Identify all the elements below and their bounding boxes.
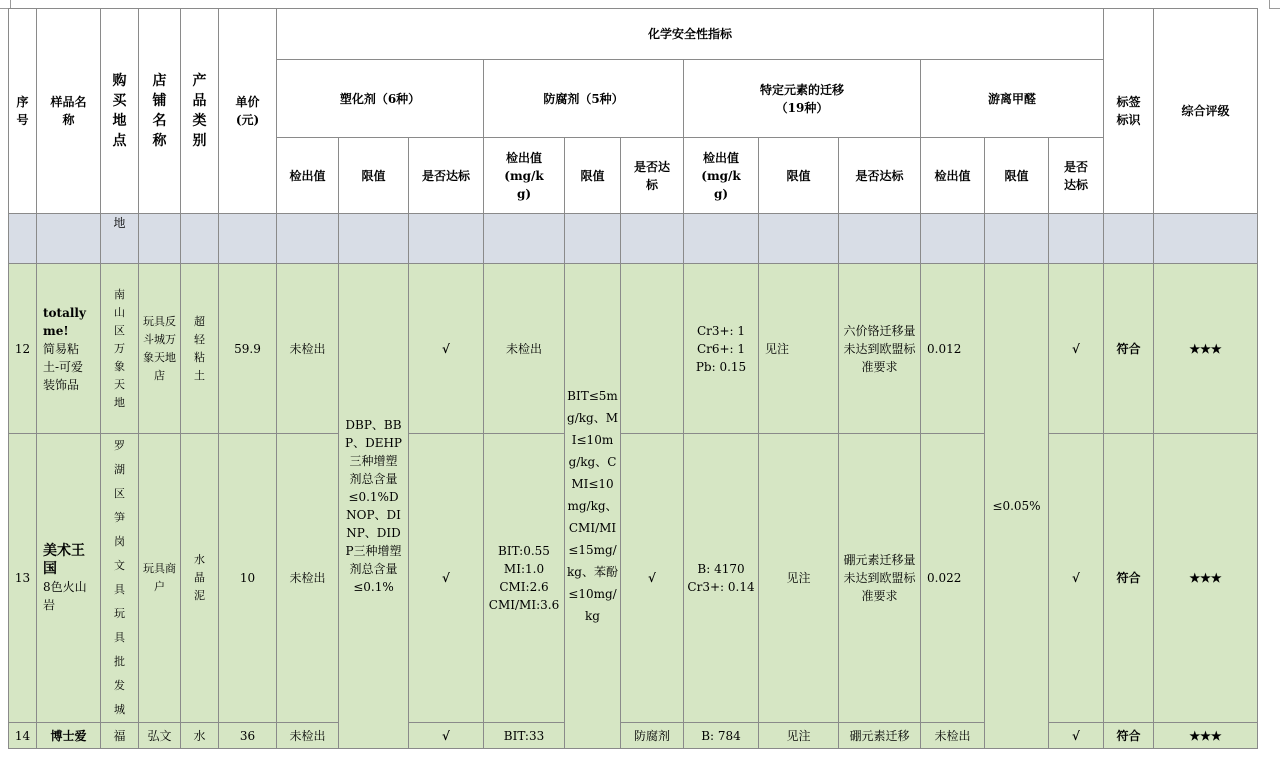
row14-elem-detect: B: 784 bbox=[684, 723, 759, 749]
row12-elem-limit: 见注 bbox=[759, 264, 839, 434]
row13-plast-comply: √ bbox=[409, 434, 484, 723]
row13-elem-comply: 硼元素迁移量未达到欧盟标准要求 bbox=[839, 434, 921, 723]
row14-form-comply: √ bbox=[1049, 723, 1104, 749]
row13-shop: 玩具商户 bbox=[139, 434, 181, 723]
row14-rating: ★★★ bbox=[1154, 723, 1258, 749]
header-label: 标签标识 bbox=[1104, 9, 1154, 214]
header-pres-comply: 是否达标 bbox=[621, 138, 684, 214]
header-name: 样品名称 bbox=[37, 9, 101, 214]
row12-form-comply: √ bbox=[1049, 264, 1104, 434]
row14-form-detect: 未检出 bbox=[921, 723, 985, 749]
row12-label: 符合 bbox=[1104, 264, 1154, 434]
header-pres-limit: 限值 bbox=[565, 138, 621, 214]
table-row bbox=[9, 264, 1258, 434]
row13-seq: 13 bbox=[9, 434, 37, 723]
row13-rating: ★★★ bbox=[1154, 434, 1258, 723]
row14-elem-limit: 见注 bbox=[759, 723, 839, 749]
row14-plast-comply: √ bbox=[409, 723, 484, 749]
header-price: 单价(元) bbox=[219, 9, 277, 214]
header-plast-limit: 限值 bbox=[339, 138, 409, 214]
header-shop-name: 店铺名称 bbox=[139, 9, 181, 214]
header-rating: 综合评级 bbox=[1154, 9, 1258, 214]
row14-price: 36 bbox=[219, 723, 277, 749]
header-element-migration: 特定元素的迁移 （19种） bbox=[684, 60, 921, 138]
header-form-detect: 检出值 bbox=[921, 138, 985, 214]
corner-mark-right bbox=[1269, 0, 1280, 9]
header-chemical-safety: 化学安全性指标 bbox=[277, 9, 1104, 60]
row13-price: 10 bbox=[219, 434, 277, 723]
table-row bbox=[9, 723, 1258, 749]
row14-shop: 弘文 bbox=[139, 723, 181, 749]
row13-elem-detect: B: 4170 Cr3+: 0.14 bbox=[684, 434, 759, 723]
preservative-limit: BIT≤5mg/kg、MI≤10mg/kg、CMI≤10mg/kg、CMI/MI≤15mg/kg、苯酚≤10mg/kg bbox=[565, 264, 621, 749]
chemical-safety-table bbox=[8, 8, 1258, 749]
table-row bbox=[9, 434, 1258, 723]
table-row bbox=[9, 214, 1258, 264]
header-form-limit: 限值 bbox=[985, 138, 1049, 214]
row14-plast-detect: 未检出 bbox=[277, 723, 339, 749]
plasticizer-limit: DBP、BBP、DEHP三种增塑剂总含量≤0.1%DNOP、DINP、DIDP三种增塑剂总含量≤0.1% bbox=[339, 264, 409, 749]
row12-category: 超轻粘土 bbox=[181, 264, 219, 434]
row13-elem-limit: 见注 bbox=[759, 434, 839, 723]
header-seq: 序号 bbox=[9, 9, 37, 214]
row12-pres-detect: 未检出 bbox=[484, 264, 565, 434]
row14-pres-detect: BIT:33 bbox=[484, 723, 565, 749]
header-form-comply: 是否达标 bbox=[1049, 138, 1104, 214]
row14-name: 博士爱 bbox=[37, 723, 101, 749]
row14-seq: 14 bbox=[9, 723, 37, 749]
place-tail-cell: 地 bbox=[101, 214, 139, 264]
row13-name: 美术王国 8色火山岩 bbox=[37, 434, 101, 723]
row12-plast-comply: √ bbox=[409, 264, 484, 434]
header-elem-comply: 是否达标 bbox=[839, 138, 921, 214]
row13-pres-detect: BIT:0.55 MI:1.0 CMI:2.6 CMI/MI:3.6 bbox=[484, 434, 565, 723]
row14-category: 水 bbox=[181, 723, 219, 749]
header-category: 产品类别 bbox=[181, 9, 219, 214]
header-plasticizer: 塑化剂（6种） bbox=[277, 60, 484, 138]
row12-rating: ★★★ bbox=[1154, 264, 1258, 434]
row12-seq: 12 bbox=[9, 264, 37, 434]
formaldehyde-limit: ≤0.05% bbox=[985, 264, 1049, 749]
row14-label: 符合 bbox=[1104, 723, 1154, 749]
row12-form-detect: 0.012 bbox=[921, 264, 985, 434]
row12-elem-comply: 六价铬迁移量未达到欧盟标准要求 bbox=[839, 264, 921, 434]
row13-label: 符合 bbox=[1104, 434, 1154, 723]
row12-price: 59.9 bbox=[219, 264, 277, 434]
row13-category: 水晶泥 bbox=[181, 434, 219, 723]
row12-pres-comply bbox=[621, 264, 684, 434]
header-formaldehyde: 游离甲醛 bbox=[921, 60, 1104, 138]
row13-pres-comply: √ bbox=[621, 434, 684, 723]
row13-place: 罗湖区笋岗文具玩具批发城 bbox=[101, 434, 139, 723]
row12-place: 南山区万象天地 bbox=[101, 264, 139, 434]
row12-plast-detect: 未检出 bbox=[277, 264, 339, 434]
row13-form-detect: 0.022 bbox=[921, 434, 985, 723]
row14-pres-comply: 防腐剂 bbox=[621, 723, 684, 749]
header-buy-place: 购买地点 bbox=[101, 9, 139, 214]
header-plast-comply: 是否达标 bbox=[409, 138, 484, 214]
row14-place: 福 bbox=[101, 723, 139, 749]
header-preservative: 防腐剂（5种） bbox=[484, 60, 684, 138]
header-elem-detect: 检出值(mg/kg) bbox=[684, 138, 759, 214]
row14-elem-comply: 硼元素迁移 bbox=[839, 723, 921, 749]
row12-elem-detect: Cr3+: 1 Cr6+: 1 Pb: 0.15 bbox=[684, 264, 759, 434]
row13-form-comply: √ bbox=[1049, 434, 1104, 723]
header-pres-detect: 检出值(mg/kg) bbox=[484, 138, 565, 214]
row13-plast-detect: 未检出 bbox=[277, 434, 339, 723]
header-elem-limit: 限值 bbox=[759, 138, 839, 214]
row12-shop: 玩具反斗城万象天地店 bbox=[139, 264, 181, 434]
header-plast-detect: 检出值 bbox=[277, 138, 339, 214]
row12-name: totally me! 简易粘土-可爱装饰品 bbox=[37, 264, 101, 434]
